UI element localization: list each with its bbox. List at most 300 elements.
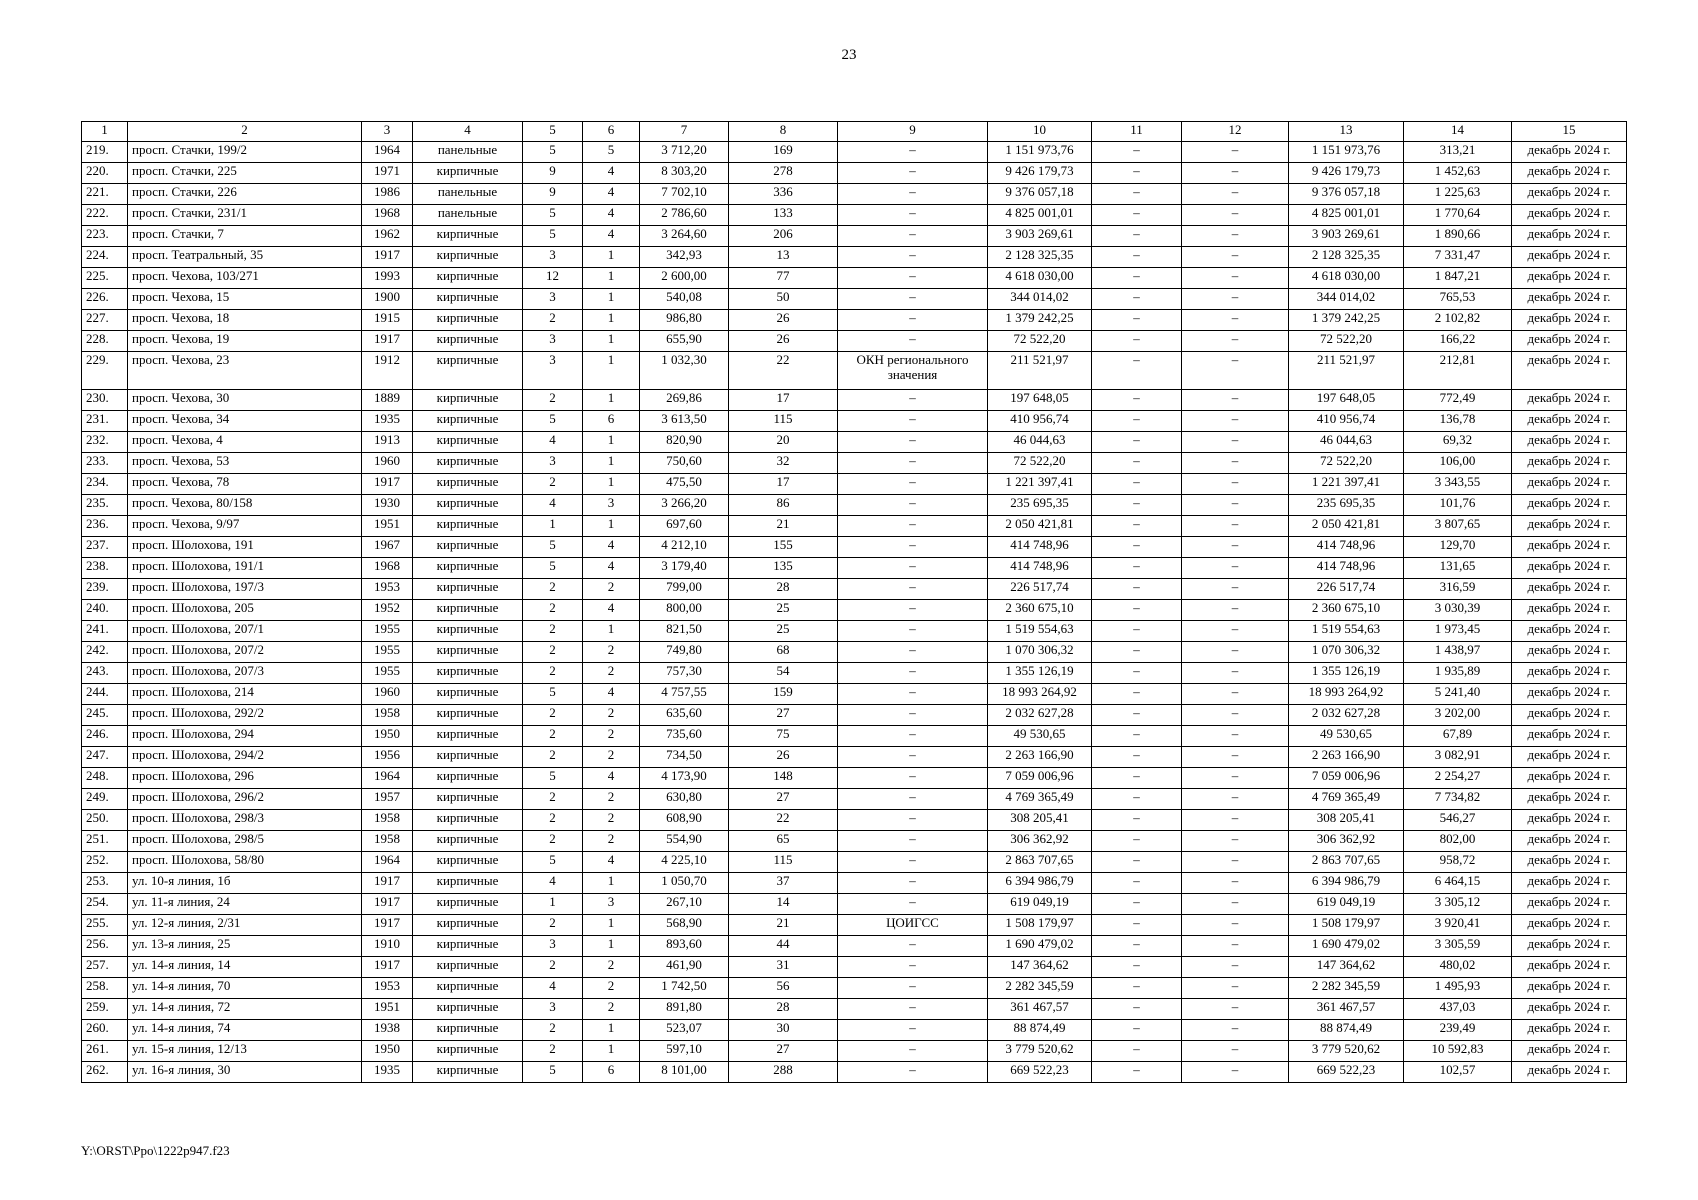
cell-total-area: 1 050,70 [640,873,729,894]
table-row [82,537,1627,558]
cell-row-number: 227. [82,310,128,331]
cell-year-built: 1986 [362,184,413,205]
cell-cost-per-sqm: 101,76 [1404,495,1512,516]
table-row [82,142,1627,163]
cell-address: просп. Шолохова, 292/2 [128,705,362,726]
cell-entrances: 1 [583,474,640,495]
cell-row-number: 226. [82,289,128,310]
cell-entrances: 3 [583,894,640,915]
cell-heritage-status: – [838,289,988,310]
cell-total-cost: 1 379 242,25 [988,310,1092,331]
cell-cost-per-sqm: 3 920,41 [1404,915,1512,936]
cell-col-11: – [1092,684,1182,705]
cell-year-built: 1951 [362,516,413,537]
cell-completion-date: декабрь 2024 г. [1512,621,1627,642]
cell-total-area: 269,86 [640,390,729,411]
cell-completion-date: декабрь 2024 г. [1512,184,1627,205]
cell-total-area: 568,90 [640,915,729,936]
cell-cost-per-sqm: 136,78 [1404,411,1512,432]
cell-row-number: 262. [82,1062,128,1083]
cell-floors: 9 [523,163,583,184]
cell-heritage-status: – [838,600,988,621]
cell-row-number: 241. [82,621,128,642]
cell-col-13: 2 282 345,59 [1289,978,1404,999]
cell-cost-per-sqm: 313,21 [1404,142,1512,163]
cell-heritage-status: – [838,247,988,268]
cell-col-12: – [1182,390,1289,411]
cell-cost-per-sqm: 1 890,66 [1404,226,1512,247]
cell-row-number: 252. [82,852,128,873]
cell-floors: 2 [523,747,583,768]
cell-col-13: 308 205,41 [1289,810,1404,831]
cell-address: просп. Шолохова, 294 [128,726,362,747]
cell-address: просп. Чехова, 30 [128,390,362,411]
table-row [82,957,1627,978]
cell-wall-material: кирпичные [413,226,523,247]
cell-col-13: 88 874,49 [1289,1020,1404,1041]
cell-col-13: 1 519 554,63 [1289,621,1404,642]
header-row [82,122,1627,142]
cell-total-cost: 2 263 166,90 [988,747,1092,768]
cell-entrances: 1 [583,247,640,268]
table-row [82,936,1627,957]
cell-entrances: 2 [583,747,640,768]
cell-completion-date: декабрь 2024 г. [1512,684,1627,705]
cell-address: просп. Шолохова, 191 [128,537,362,558]
cell-wall-material: кирпичные [413,268,523,289]
cell-entrances: 2 [583,810,640,831]
cell-entrances: 6 [583,411,640,432]
cell-completion-date: декабрь 2024 г. [1512,810,1627,831]
cell-total-area: 821,50 [640,621,729,642]
cell-row-number: 249. [82,789,128,810]
cell-heritage-status: – [838,705,988,726]
cell-row-number: 229. [82,352,128,390]
cell-completion-date: декабрь 2024 г. [1512,642,1627,663]
table-row [82,663,1627,684]
cell-residents: 13 [729,247,838,268]
cell-col-13: 9 376 057,18 [1289,184,1404,205]
cell-total-cost: 1 355 126,19 [988,663,1092,684]
cell-heritage-status: – [838,163,988,184]
cell-year-built: 1964 [362,768,413,789]
cell-entrances: 6 [583,1062,640,1083]
cell-residents: 75 [729,726,838,747]
cell-heritage-status: – [838,331,988,352]
cell-col-11: – [1092,600,1182,621]
cell-floors: 2 [523,705,583,726]
cell-cost-per-sqm: 129,70 [1404,537,1512,558]
cell-col-11: – [1092,810,1182,831]
cell-completion-date: декабрь 2024 г. [1512,747,1627,768]
cell-completion-date: декабрь 2024 г. [1512,289,1627,310]
cell-entrances: 1 [583,873,640,894]
cell-entrances: 5 [583,142,640,163]
cell-residents: 30 [729,1020,838,1041]
cell-col-12: – [1182,1062,1289,1083]
cell-col-11: – [1092,789,1182,810]
table-row [82,726,1627,747]
cell-total-area: 4 757,55 [640,684,729,705]
cell-residents: 20 [729,432,838,453]
cell-col-11: – [1092,873,1182,894]
cell-col-13: 619 049,19 [1289,894,1404,915]
cell-year-built: 1955 [362,621,413,642]
cell-wall-material: кирпичные [413,621,523,642]
cell-floors: 5 [523,768,583,789]
cell-address: просп. Шолохова, 296/2 [128,789,362,810]
cell-total-cost: 4 618 030,00 [988,268,1092,289]
cell-heritage-status: – [838,810,988,831]
cell-col-13: 235 695,35 [1289,495,1404,516]
cell-wall-material: кирпичные [413,163,523,184]
cell-total-cost: 2 360 675,10 [988,600,1092,621]
cell-total-area: 523,07 [640,1020,729,1041]
cell-col-12: – [1182,726,1289,747]
cell-col-13: 2 128 325,35 [1289,247,1404,268]
header-cell: 14 [1404,122,1512,142]
table-row [82,747,1627,768]
cell-heritage-status: ЦОИГСС [838,915,988,936]
cell-completion-date: декабрь 2024 г. [1512,1062,1627,1083]
cell-completion-date: декабрь 2024 г. [1512,894,1627,915]
cell-row-number: 257. [82,957,128,978]
cell-floors: 4 [523,978,583,999]
cell-year-built: 1953 [362,978,413,999]
cell-floors: 3 [523,936,583,957]
cell-heritage-status: – [838,558,988,579]
table-row [82,684,1627,705]
cell-row-number: 225. [82,268,128,289]
table-row [82,411,1627,432]
cell-col-13: 414 748,96 [1289,558,1404,579]
table-row [82,915,1627,936]
cell-col-12: – [1182,999,1289,1020]
cell-total-area: 655,90 [640,331,729,352]
cell-col-13: 306 362,92 [1289,831,1404,852]
cell-floors: 5 [523,537,583,558]
cell-total-cost: 3 903 269,61 [988,226,1092,247]
cell-address: просп. Чехова, 78 [128,474,362,495]
cell-col-12: – [1182,289,1289,310]
cell-heritage-status: – [838,936,988,957]
cell-year-built: 1993 [362,268,413,289]
header-cell: 10 [988,122,1092,142]
cell-residents: 86 [729,495,838,516]
cell-cost-per-sqm: 1 225,63 [1404,184,1512,205]
cell-col-11: – [1092,1062,1182,1083]
cell-wall-material: кирпичные [413,768,523,789]
cell-address: просп. Стачки, 7 [128,226,362,247]
cell-address: просп. Чехова, 34 [128,411,362,432]
cell-total-cost: 1 151 973,76 [988,142,1092,163]
cell-heritage-status: – [838,978,988,999]
cell-wall-material: кирпичные [413,810,523,831]
cell-residents: 115 [729,852,838,873]
cell-address: ул. 11-я линия, 24 [128,894,362,915]
cell-completion-date: декабрь 2024 г. [1512,352,1627,390]
cell-total-area: 735,60 [640,726,729,747]
header-cell: 1 [82,122,128,142]
cell-col-11: – [1092,831,1182,852]
cell-floors: 2 [523,915,583,936]
cell-residents: 17 [729,390,838,411]
cell-heritage-status: – [838,1062,988,1083]
cell-col-13: 46 044,63 [1289,432,1404,453]
cell-total-cost: 197 648,05 [988,390,1092,411]
cell-col-13: 414 748,96 [1289,537,1404,558]
cell-col-12: – [1182,453,1289,474]
cell-entrances: 1 [583,936,640,957]
cell-heritage-status: ОКН регионального значения [838,352,988,390]
cell-row-number: 254. [82,894,128,915]
cell-floors: 4 [523,495,583,516]
cell-floors: 2 [523,663,583,684]
cell-col-12: – [1182,978,1289,999]
cell-col-11: – [1092,957,1182,978]
cell-address: ул. 14-я линия, 14 [128,957,362,978]
cell-year-built: 1917 [362,331,413,352]
cell-address: просп. Шолохова, 296 [128,768,362,789]
cell-address: просп. Чехова, 23 [128,352,362,390]
cell-total-area: 986,80 [640,310,729,331]
cell-entrances: 4 [583,537,640,558]
cell-floors: 1 [523,516,583,537]
cell-residents: 77 [729,268,838,289]
cell-wall-material: кирпичные [413,432,523,453]
cell-total-cost: 308 205,41 [988,810,1092,831]
cell-heritage-status: – [838,495,988,516]
cell-residents: 27 [729,705,838,726]
cell-residents: 50 [729,289,838,310]
cell-residents: 169 [729,142,838,163]
cell-cost-per-sqm: 3 305,59 [1404,936,1512,957]
cell-floors: 2 [523,1041,583,1062]
cell-floors: 2 [523,310,583,331]
cell-col-12: – [1182,537,1289,558]
header-cell: 7 [640,122,729,142]
table-row [82,331,1627,352]
cell-col-13: 669 522,23 [1289,1062,1404,1083]
cell-residents: 26 [729,310,838,331]
cell-residents: 25 [729,621,838,642]
cell-residents: 28 [729,999,838,1020]
cell-cost-per-sqm: 772,49 [1404,390,1512,411]
cell-floors: 4 [523,432,583,453]
cell-residents: 278 [729,163,838,184]
cell-col-11: – [1092,411,1182,432]
cell-total-cost: 414 748,96 [988,558,1092,579]
cell-total-cost: 3 779 520,62 [988,1041,1092,1062]
cell-total-cost: 414 748,96 [988,537,1092,558]
cell-address: просп. Чехова, 103/271 [128,268,362,289]
cell-wall-material: кирпичные [413,705,523,726]
cell-cost-per-sqm: 2 102,82 [1404,310,1512,331]
cell-entrances: 1 [583,1020,640,1041]
cell-total-area: 891,80 [640,999,729,1020]
cell-address: просп. Чехова, 4 [128,432,362,453]
cell-col-13: 18 993 264,92 [1289,684,1404,705]
cell-row-number: 256. [82,936,128,957]
table-row [82,621,1627,642]
cell-residents: 21 [729,915,838,936]
cell-heritage-status: – [838,873,988,894]
cell-total-cost: 361 467,57 [988,999,1092,1020]
cell-completion-date: декабрь 2024 г. [1512,537,1627,558]
cell-floors: 2 [523,579,583,600]
cell-total-cost: 4 825 001,01 [988,205,1092,226]
cell-total-area: 8 101,00 [640,1062,729,1083]
header-cell: 11 [1092,122,1182,142]
cell-col-12: – [1182,184,1289,205]
cell-wall-material: кирпичные [413,331,523,352]
cell-col-12: – [1182,936,1289,957]
cell-col-11: – [1092,184,1182,205]
cell-floors: 5 [523,205,583,226]
cell-col-13: 2 863 707,65 [1289,852,1404,873]
cell-address: просп. Чехова, 80/158 [128,495,362,516]
cell-col-11: – [1092,915,1182,936]
cell-total-cost: 1 690 479,02 [988,936,1092,957]
header-cell: 5 [523,122,583,142]
cell-floors: 2 [523,474,583,495]
cell-address: ул. 15-я линия, 12/13 [128,1041,362,1062]
cell-wall-material: кирпичные [413,852,523,873]
cell-col-12: – [1182,205,1289,226]
cell-col-13: 72 522,20 [1289,453,1404,474]
cell-completion-date: декабрь 2024 г. [1512,726,1627,747]
cell-col-11: – [1092,516,1182,537]
cell-address: ул. 14-я линия, 74 [128,1020,362,1041]
cell-completion-date: декабрь 2024 г. [1512,1020,1627,1041]
cell-total-area: 267,10 [640,894,729,915]
cell-heritage-status: – [838,411,988,432]
cell-col-12: – [1182,226,1289,247]
cell-row-number: 234. [82,474,128,495]
cell-floors: 2 [523,390,583,411]
cell-cost-per-sqm: 3 807,65 [1404,516,1512,537]
cell-completion-date: декабрь 2024 г. [1512,1041,1627,1062]
cell-heritage-status: – [838,747,988,768]
cell-col-11: – [1092,205,1182,226]
cell-address: просп. Шолохова, 298/5 [128,831,362,852]
cell-heritage-status: – [838,768,988,789]
cell-entrances: 1 [583,915,640,936]
cell-col-12: – [1182,831,1289,852]
cell-col-12: – [1182,768,1289,789]
cell-col-11: – [1092,537,1182,558]
cell-total-area: 2 786,60 [640,205,729,226]
cell-address: просп. Шолохова, 207/3 [128,663,362,684]
cell-floors: 5 [523,226,583,247]
header-cell: 13 [1289,122,1404,142]
cell-floors: 3 [523,289,583,310]
cell-year-built: 1955 [362,642,413,663]
cell-col-13: 211 521,97 [1289,352,1404,390]
cell-row-number: 245. [82,705,128,726]
cell-total-area: 820,90 [640,432,729,453]
cell-row-number: 242. [82,642,128,663]
cell-total-cost: 9 426 179,73 [988,163,1092,184]
cell-completion-date: декабрь 2024 г. [1512,705,1627,726]
cell-wall-material: кирпичные [413,747,523,768]
cell-year-built: 1968 [362,558,413,579]
table-row [82,1062,1627,1083]
cell-total-cost: 1 070 306,32 [988,642,1092,663]
cell-wall-material: кирпичные [413,352,523,390]
cell-col-12: – [1182,621,1289,642]
cell-row-number: 255. [82,915,128,936]
cell-col-11: – [1092,310,1182,331]
cell-col-12: – [1182,163,1289,184]
cell-col-13: 4 825 001,01 [1289,205,1404,226]
table-row [82,289,1627,310]
cell-wall-material: кирпичные [413,600,523,621]
table-row [82,453,1627,474]
cell-total-area: 3 613,50 [640,411,729,432]
cell-address: просп. Чехова, 19 [128,331,362,352]
cell-col-13: 2 263 166,90 [1289,747,1404,768]
cell-completion-date: декабрь 2024 г. [1512,999,1627,1020]
table-row [82,810,1627,831]
cell-wall-material: кирпичные [413,999,523,1020]
cell-cost-per-sqm: 316,59 [1404,579,1512,600]
cell-year-built: 1935 [362,411,413,432]
cell-year-built: 1958 [362,705,413,726]
header-cell: 12 [1182,122,1289,142]
cell-entrances: 1 [583,352,640,390]
cell-completion-date: декабрь 2024 г. [1512,957,1627,978]
cell-wall-material: кирпичные [413,474,523,495]
cell-address: ул. 12-я линия, 2/31 [128,915,362,936]
cell-year-built: 1930 [362,495,413,516]
cell-col-12: – [1182,411,1289,432]
cell-cost-per-sqm: 10 592,83 [1404,1041,1512,1062]
table-row [82,495,1627,516]
cell-row-number: 258. [82,978,128,999]
cell-cost-per-sqm: 3 305,12 [1404,894,1512,915]
cell-cost-per-sqm: 2 254,27 [1404,768,1512,789]
cell-year-built: 1912 [362,352,413,390]
cell-entrances: 2 [583,705,640,726]
cell-year-built: 1938 [362,1020,413,1041]
cell-year-built: 1917 [362,247,413,268]
cell-completion-date: декабрь 2024 г. [1512,873,1627,894]
cell-completion-date: декабрь 2024 г. [1512,915,1627,936]
cell-total-cost: 18 993 264,92 [988,684,1092,705]
cell-floors: 2 [523,831,583,852]
cell-total-area: 597,10 [640,1041,729,1062]
table-row [82,474,1627,495]
footer-file-path: Y:\ORST\Ppo\1222p947.f23 [81,1143,230,1158]
cell-entrances: 1 [583,1041,640,1062]
cell-wall-material: кирпичные [413,978,523,999]
cell-entrances: 1 [583,390,640,411]
table-row [82,579,1627,600]
cell-row-number: 236. [82,516,128,537]
cell-year-built: 1953 [362,579,413,600]
cell-row-number: 230. [82,390,128,411]
header-cell: 4 [413,122,523,142]
cell-residents: 56 [729,978,838,999]
cell-total-area: 800,00 [640,600,729,621]
cell-total-cost: 2 863 707,65 [988,852,1092,873]
cell-cost-per-sqm: 67,89 [1404,726,1512,747]
cell-residents: 27 [729,789,838,810]
table-row [82,310,1627,331]
cell-row-number: 261. [82,1041,128,1062]
cell-row-number: 253. [82,873,128,894]
